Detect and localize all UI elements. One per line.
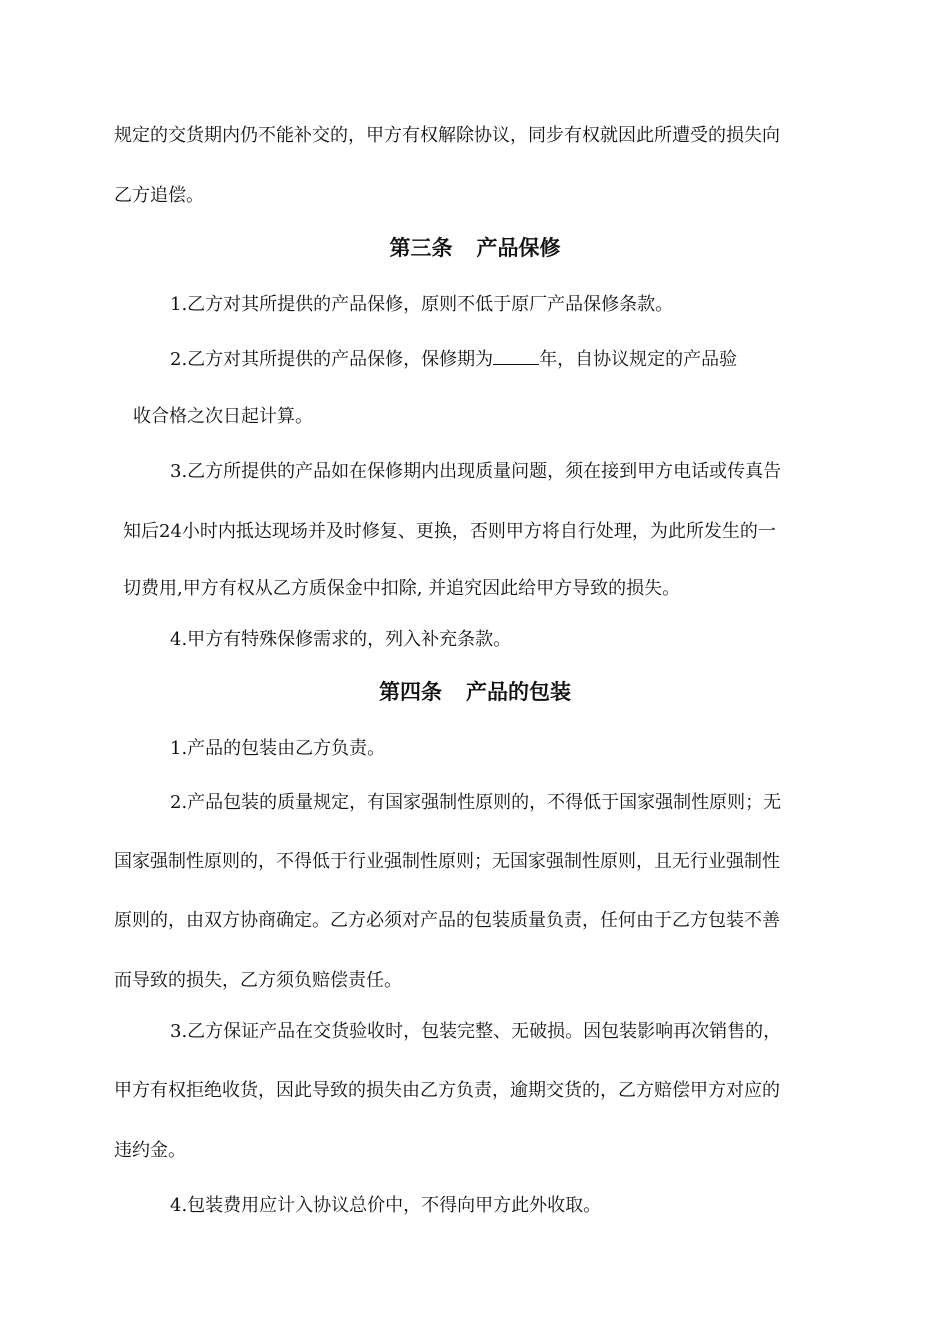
article-3-number: 第三条 [389, 236, 453, 260]
article-4-clause-3-cont-2: 违约金。 [114, 1140, 186, 1161]
article-4-clause-4: 4.包装费用应计入协议总价中，不得向甲方此外收取。 [170, 1195, 602, 1216]
article-4-clause-2-cont-3: 而导致的损失，乙方须负赔偿责任。 [114, 970, 402, 991]
article-3-clause-3-cont-1: 知后24小时内抵达现场并及时修复、更换，否则甲方将自行处理，为此所发生的一 [123, 521, 776, 542]
article-3-clause-4: 4.甲方有特殊保修需求的，列入补充条款。 [170, 629, 512, 650]
article-3-clause-2 [170, 346, 737, 372]
article-3-title: 产品保修 [476, 236, 561, 260]
article-4-clause-2-cont-1: 国家强制性原则的，不得低于行业强制性原则；无国家强制性原则，且无行业强制性 [114, 851, 780, 872]
continuation-line-2: 乙方追偿。 [114, 185, 204, 206]
continuation-line-1: 规定的交货期内仍不能补交的，甲方有权解除协议，同步有权就因此所遭受的损失向 [114, 125, 780, 146]
article-3-clause-3: 3.乙方所提供的产品如在保修期内出现质量问题，须在接到甲方电话或传真告 [170, 461, 782, 482]
warranty-years-blank [493, 346, 539, 365]
article-4-clause-2: 2.产品包装的质量规定，有国家强制性原则的，不得低于国家强制性原则；无 [170, 792, 782, 813]
article-3-clause-2-cont: 收合格之次日起计算。 [133, 406, 313, 427]
article-3-clause-3-cont-2: 切费用,甲方有权从乙方质保金中扣除, 并追究因此给甲方导致的损失。 [123, 578, 681, 599]
article-3-clause-1: 1.乙方对其所提供的产品保修，原则不低于原厂产品保修条款。 [170, 294, 674, 315]
article-4-heading [0, 678, 950, 706]
article-4-clause-3: 3.乙方保证产品在交货验收时，包装完整、无破损。因包装影响再次销售的， [170, 1021, 782, 1042]
article-4-clause-3-cont-1: 甲方有权拒绝收货，因此导致的损失由乙方负责，逾期交货的，乙方赔偿甲方对应的 [114, 1080, 780, 1101]
article-4-title: 产品的包装 [466, 680, 571, 704]
article-4-clause-1: 1.产品的包装由乙方负责。 [170, 738, 386, 759]
article-3-clause-2-part-a: 2.乙方对其所提供的产品保修，保修期为 [170, 349, 494, 370]
article-4-number: 第四条 [379, 680, 442, 704]
article-3-clause-2-part-b: 年，自协议规定的产品验 [539, 349, 738, 370]
article-3-heading [0, 234, 950, 262]
article-4-clause-2-cont-2: 原则的，由双方协商确定。乙方必须对产品的包装质量负责，任何由于乙方包装不善 [114, 910, 780, 931]
